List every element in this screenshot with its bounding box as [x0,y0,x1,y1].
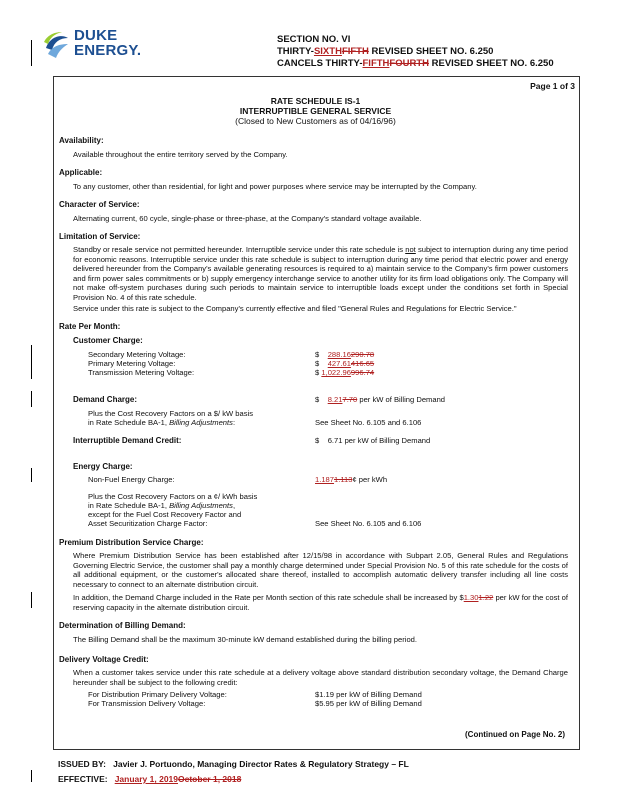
effective-date: EFFECTIVE: January 1, 2019October 1, 2018 [58,774,242,784]
demand-note-line-1: Plus the Cost Recovery Factors on a $/ kW basis [88,409,254,418]
cc-primary-label: Primary Metering Voltage: [88,359,176,368]
delivery-credit-heading: Delivery Voltage Credit: [59,655,149,664]
rate-heading: Rate Per Month: [59,322,121,331]
energy-note-line-4: Asset Securitization Charge Factor: [88,519,208,528]
revision-bar [31,468,32,482]
sheet-line: THIRTY-SIXTHFIFTH REVISED SHEET NO. 6.250 [277,46,494,57]
duke-energy-logo [42,28,172,68]
premium-heading: Premium Distribution Service Charge: [59,538,204,547]
demand-see-sheet: See Sheet No. 6.105 and 6.106 [315,418,422,427]
cc-primary-value: $ 427.61416.65 [315,359,375,368]
premium-paragraph-1: Where Premium Distribution Service has been established after 12/15/98 in accordance with Subpart 2.05, General Rules and Regulations Governing Electric Service, the customer shall pay a monthly charge determined under Special Provision No. 5 of this rate schedule for the costs of all additional equipment, or the customer's allocated share thereof, installed to accomplish automatic delivery transfer including all line costs necessary to connect to an alternate distribution circuit. [73,551,568,589]
cc-secondary-label: Secondary Metering Voltage: [88,350,186,359]
limitation-paragraph-1: Standby or resale service not permitted hereunder. Interruptible service under this rate schedule is not subject to interruption during any time period for economic reasons. Interruptible service under this rate schedule is subject to interruption during any time period that electric power and energy delivered hereunder from the Company's available generating resources is required to a) maintain service to the Company's firm power customers and firm power sales commitments or b) supply emergency interchange service to another utility for its firm load obligations only. The Company will not make off-system purchases during such periods to maintain service to interruptible loads except under the conditions set forth in Special Provision No. 4 of this rate schedule. [73,245,568,302]
customer-charge-heading: Customer Charge: [73,336,143,345]
sheet-new: SIXTH [313,46,342,57]
delivery-transmission-value: $5.95 per kW of Billing Demand [315,699,422,708]
applicable-text: To any customer, other than residential, for light and power purposes where service may be interrupted by the Company. [73,182,477,191]
energy-charge-heading: Energy Charge: [73,462,133,471]
rate-schedule-title: RATE SCHEDULE IS-1 [270,96,361,106]
cc-transmission-label: Transmission Metering Voltage: [88,368,195,377]
cancels-line: CANCELS THIRTY-FIFTHFOURTH REVISED SHEET NO. 6.250 [277,58,554,69]
revision-bar [31,770,32,782]
premium-paragraph-2: In addition, the Demand Charge included in the Rate per Month section of this rate schedule shall be increased by $1.301.22 per kW for the cost of reserving capacity in the alternate distribution circuit. [73,593,568,612]
issued-by: ISSUED BY: Javier J. Portuondo, Managing Director Rates & Regulatory Strategy – FL [58,759,409,769]
limitation-paragraph-2: Service under this rate is subject to the Company's currently effective and filed "General Rules and Regulations for Electric Service." [73,304,517,313]
demand-charge-value: $ 8.217.70 per kW of Billing Demand [315,395,446,404]
rate-schedule-subtitle: INTERRUPTIBLE GENERAL SERVICE [239,106,392,116]
cc-secondary-value: $ 288.16290.78 [315,350,375,359]
page-number: Page 1 of 3 [530,81,575,91]
billing-demand-text: The Billing Demand shall be the maximum 30-minute kW demand established during the billing period. [73,635,418,644]
revision-bar [31,40,32,66]
continued-note: (Continued on Page No. 2) [465,730,565,739]
duke-energy-logo-icon [42,30,72,60]
demand-charge-heading: Demand Charge: [73,395,138,404]
cancels-new: FIFTH [362,58,390,69]
cancels-old: FOURTH [389,58,429,69]
rate-schedule-note: (Closed to New Customers as of 04/16/96) [235,116,396,126]
interruptible-credit-value: $ 6.71 per kW of Billing Demand [315,436,431,445]
energy-note-line-3: except for the Fuel Cost Recovery Factor and [88,510,242,519]
billing-demand-heading: Determination of Billing Demand: [59,621,186,630]
section-number: SECTION NO. VI [277,34,351,45]
energy-see-sheet: See Sheet No. 6.105 and 6.106 [315,519,422,528]
availability-text: Available throughout the entire territory served by the Company. [73,150,288,159]
interruptible-credit-heading: Interruptible Demand Credit: [73,436,182,445]
character-heading: Character of Service: [59,200,140,209]
revision-bar [31,592,32,608]
energy-note-line-2: in Rate Schedule BA-1, Billing Adjustments, [88,501,236,510]
sheet-old: FIFTH [341,46,369,57]
limitation-heading: Limitation of Service: [59,232,141,241]
character-text: Alternating current, 60 cycle, single-phase or three-phase, at the Company's standard voltage available. [73,214,422,223]
logo-line-1: DUKE [74,27,118,44]
cc-transmission-value: $ 1,022.96996.74 [315,368,375,377]
energy-note-line-1: Plus the Cost Recovery Factors on a ¢/ kWh basis [88,492,258,501]
nonfuel-energy-value: 1.1871.113¢ per kWh [315,475,388,484]
demand-note-line-2: in Rate Schedule BA-1, Billing Adjustments: [88,418,236,427]
logo-line-2: ENERGY. [74,42,142,59]
availability-heading: Availability: [59,136,104,145]
revision-bar [31,345,32,379]
delivery-primary-label: For Distribution Primary Delivery Voltage: [88,690,227,699]
delivery-transmission-label: For Transmission Delivery Voltage: [88,699,206,708]
nonfuel-energy-label: Non-Fuel Energy Charge: [88,475,175,484]
applicable-heading: Applicable: [59,168,103,177]
delivery-credit-text: When a customer takes service under this rate schedule at a delivery voltage above standard distribution secondary voltage, the Demand Charge hereunder shall be subject to the following credit: [73,668,568,687]
revision-bar [31,391,32,407]
delivery-primary-value: $1.19 per kW of Billing Demand [315,690,422,699]
